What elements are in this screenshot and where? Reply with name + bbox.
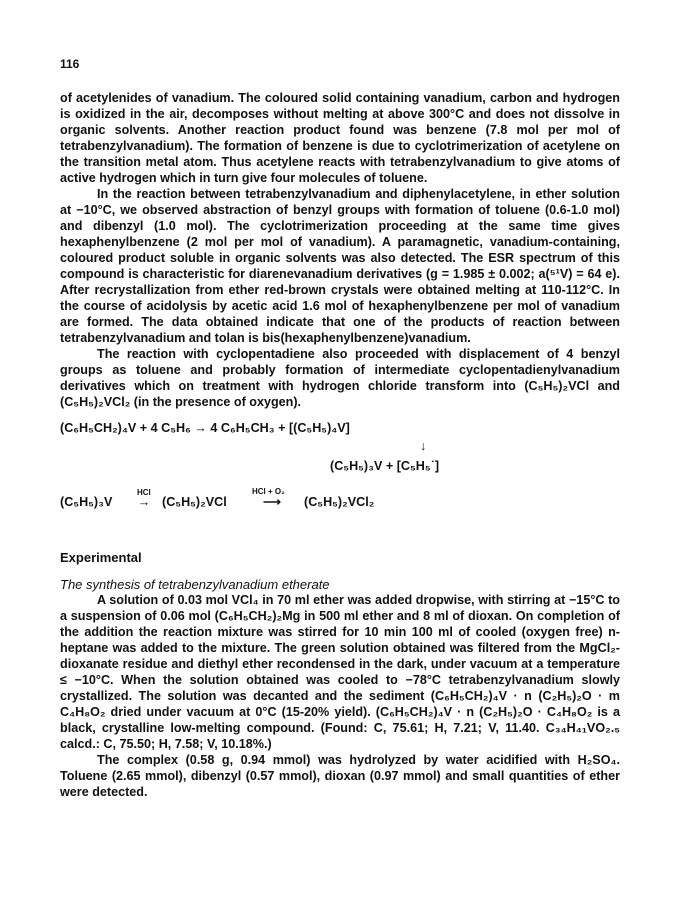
synthesis-subheading: The synthesis of tetrabenzylvanadium etherate <box>60 577 330 592</box>
reaction-scheme <box>60 414 620 524</box>
paragraph-diphenylacetylene: In the reaction between tetrabenzylvanadium and diphenylacetylene, in ether solution at −10°C, we observed abstraction of benzyl groups with formation of toluene (0.6-1.0 mol) and dibenzyl (1.0 mol). The cyclotrimerization proceeding at the same time gives hexaphenylbenzene (2 mol per mol of vanadium). A paramagnetic, vanadium-containing, coloured product soluble in organic solvents was also detected. The ESR spectrum of this compound is characteristic for diarenevanadium derivatives (g = 1.985 ± 0.002; a(⁵¹V) = 64 e). After recrystallization from ether red-brown crystals were obtained melting at 110-112°C. In the course of acidolysis by acetic acid 1.6 mol of hexaphenylbenzene per mol of vanadium are formed. The data obtained indicate that one of the products of reaction between tetrabenzylvanadium and tolan is bis(hexaphenylbenzene)vanadium. <box>60 187 620 345</box>
experimental-heading: Experimental <box>60 550 142 565</box>
reaction-equation-2-mid: (C₅H₅)₂VCl <box>162 495 227 509</box>
paragraph-hydrolysis: The complex (0.58 g, 0.94 mmol) was hydrolyzed by water acidified with H₂SO₄. Toluene (2.65 mmol), dibenzyl (0.57 mmol), dioxan (0.97 mmol) and small quantities of ether were detected. <box>60 753 620 799</box>
page-number: 116 <box>60 57 80 71</box>
reaction-down-arrow: ↓ <box>420 439 427 453</box>
reaction-equation-1: (C₆H₅CH₂)₄V + 4 C₅H₆ → 4 C₆H₅CH₃ + [(C₅H₅)₄V] <box>60 421 350 435</box>
paragraph-acetylenides: of acetylenides of vanadium. The coloured solid containing vanadium, carbon and hydrogen is oxidized in the air, decomposes without melting at above 300°C and does not dissolve in organic solvents. Another reaction product found was benzene (7.8 mol per mol of tetrabenzylvanadium). The formation of benzene is due to cyclotrimerization of acetylene on the transition metal atom. Thus acetylene reacts with tetrabenzylvanadium to give atoms of active hydrogen which in turn give four molecules of toluene. <box>60 91 620 185</box>
reaction-product-1: (C₅H₅)₃V + [C₅H₅˙] <box>330 459 440 473</box>
paragraph-synthesis-procedure: A solution of 0.03 mol VCl₄ in 70 ml ether was added dropwise, with stirring at −15°C to a suspension of 0.06 mol (C₆H₅CH₂)₂Mg in 500 ml ether and 8 ml of dioxan. On completion of the addition the reaction mixture was stirred for 10 min 100 ml of cooled (oxygen free) n-heptane was added to the mixture. The green solution obtained was filtered from the MgCl₂-dioxanate residue and diethyl ether recondensed in the dark, under vacuum at a temperature ≤ −10°C. When the solution obtained was cooled to −78°C tetrabenzylvanadium slowly crystallized. The solution was decanted and the sediment (C₆H₅CH₂)₄V · n (C₂H₅)₂O · m C₄H₈O₂ dried under vacuum at 0°C (15-20% yield). (C₆H₅CH₂)₄V · n (C₂H₅)₂O · C₄H₈O₂ is a black, crystalline low-melting compound. (Found: C, 75.61; H, 7.21; V, 11.40. C₃₄H₄₁VO₂.₅ calcd.: C, 75.50; H, 7.58; V, 10.18%.) <box>60 593 620 751</box>
reaction-arrow-1: HCl → <box>132 494 156 510</box>
reaction-arrow-2-label: HCl + O₂ <box>252 487 285 496</box>
reaction-arrow-2: HCl + O₂ ⟶ <box>246 494 298 510</box>
page-body <box>60 90 620 800</box>
reaction-equation-2-end: (C₅H₅)₂VCl₂ <box>304 495 375 509</box>
reaction-arrow-1-label: HCl <box>137 488 151 497</box>
reaction-equation-2-start: (C₅H₅)₃V <box>60 495 113 509</box>
paragraph-cyclopentadiene: The reaction with cyclopentadiene also proceeded with displacement of 4 benzyl groups as toluene and probably formation of intermediate cyclopentadienylvanadium derivatives which on treatment with hydrogen chloride transform into (C₅H₅)₂VCl and (C₅H₅)₂VCl₂ (in the presence of oxygen). <box>60 347 620 409</box>
